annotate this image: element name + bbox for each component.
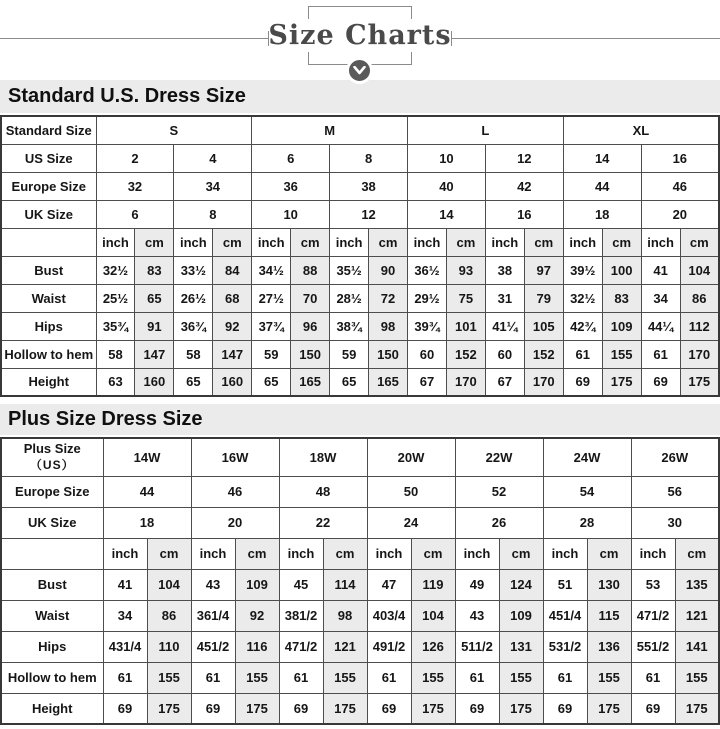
measure-inch-cell: 60 [485, 340, 524, 368]
measure-cm-cell: 92 [213, 312, 252, 340]
measure-inch-cell: 69 [191, 693, 235, 724]
size-value-cell: 6 [96, 200, 174, 228]
measure-inch-cell: 69 [543, 693, 587, 724]
measure-cm-cell: 68 [213, 284, 252, 312]
measure-cm-cell: 98 [369, 312, 408, 340]
size-value-cell: 18 [563, 200, 641, 228]
size-value-cell: 12 [330, 200, 408, 228]
measure-inch-cell: 34½ [252, 256, 291, 284]
measure-inch-cell: 41¼ [485, 312, 524, 340]
measure-inch-cell: 36½ [408, 256, 447, 284]
unit-inch-cell: inch [367, 538, 411, 569]
measure-cm-cell: 124 [499, 569, 543, 600]
size-value-cell: S [96, 116, 252, 144]
unit-cm-cell: cm [291, 228, 330, 256]
size-header-row [1, 172, 719, 200]
row-label-cell: Hollow to hem [1, 340, 96, 368]
measure-inch-cell: 471/2 [631, 600, 675, 631]
measure-inch-cell: 61 [367, 662, 411, 693]
unit-cm-cell: cm [587, 538, 631, 569]
measure-cm-cell: 121 [675, 600, 719, 631]
measure-cm-cell: 175 [323, 693, 367, 724]
units-row [1, 538, 719, 569]
measure-row [1, 662, 719, 693]
measure-inch-cell: 69 [563, 368, 602, 396]
measure-inch-cell: 451/4 [543, 600, 587, 631]
size-value-cell: 56 [631, 476, 719, 507]
measure-inch-cell: 39¾ [408, 312, 447, 340]
measure-inch-cell: 69 [631, 693, 675, 724]
measure-inch-cell: 61 [103, 662, 147, 693]
measure-cm-cell: 114 [323, 569, 367, 600]
row-label-cell: Europe Size [1, 172, 96, 200]
size-value-cell: 44 [563, 172, 641, 200]
size-value-cell: 46 [641, 172, 719, 200]
measure-cm-cell: 160 [213, 368, 252, 396]
unit-inch-cell: inch [252, 228, 291, 256]
size-value-cell: 12 [485, 144, 563, 172]
size-value-cell: L [408, 116, 564, 144]
size-value-cell: M [252, 116, 408, 144]
row-label-cell: Bust [1, 256, 96, 284]
measure-cm-cell: 150 [369, 340, 408, 368]
row-label-cell: Waist [1, 284, 96, 312]
unit-inch-cell: inch [191, 538, 235, 569]
measure-inch-cell: 39½ [563, 256, 602, 284]
measure-inch-cell: 49 [455, 569, 499, 600]
measure-row [1, 284, 719, 312]
measure-cm-cell: 170 [680, 340, 719, 368]
measure-inch-cell: 58 [96, 340, 135, 368]
measure-cm-cell: 150 [291, 340, 330, 368]
measure-inch-cell: 38 [485, 256, 524, 284]
measure-inch-cell: 491/2 [367, 631, 411, 662]
size-value-cell: 10 [408, 144, 486, 172]
measure-cm-cell: 121 [323, 631, 367, 662]
measure-cm-cell: 84 [213, 256, 252, 284]
measure-inch-cell: 45 [279, 569, 323, 600]
measure-cm-cell: 170 [524, 368, 563, 396]
row-label-cell: Europe Size [1, 476, 103, 507]
size-value-cell: 38 [330, 172, 408, 200]
unit-cm-cell: cm [446, 228, 485, 256]
measure-cm-cell: 86 [147, 600, 191, 631]
unit-cm-cell: cm [499, 538, 543, 569]
measure-cm-cell: 97 [524, 256, 563, 284]
measure-cm-cell: 136 [587, 631, 631, 662]
size-value-cell: 32 [96, 172, 174, 200]
measure-inch-cell: 32½ [563, 284, 602, 312]
measure-inch-cell: 69 [279, 693, 323, 724]
measure-cm-cell: 100 [602, 256, 641, 284]
measure-cm-cell: 155 [323, 662, 367, 693]
measure-inch-cell: 36¾ [174, 312, 213, 340]
size-header-row [1, 507, 719, 538]
size-value-cell: 14 [408, 200, 486, 228]
measure-row [1, 368, 719, 396]
measure-cm-cell: 175 [587, 693, 631, 724]
size-value-cell: 24 [367, 507, 455, 538]
unit-cm-cell: cm [369, 228, 408, 256]
unit-cm-cell: cm [213, 228, 252, 256]
measure-cm-cell: 75 [446, 284, 485, 312]
measure-cm-cell: 79 [524, 284, 563, 312]
measure-inch-cell: 471/2 [279, 631, 323, 662]
measure-inch-cell: 69 [367, 693, 411, 724]
measure-cm-cell: 110 [147, 631, 191, 662]
measure-inch-cell: 41 [103, 569, 147, 600]
size-value-cell: 20W [367, 438, 455, 476]
unit-inch-cell: inch [641, 228, 680, 256]
measure-inch-cell: 29½ [408, 284, 447, 312]
measure-inch-cell: 33½ [174, 256, 213, 284]
measure-row [1, 600, 719, 631]
size-value-cell: 2 [96, 144, 174, 172]
chevron-down-icon [346, 57, 373, 84]
size-value-cell: 8 [174, 200, 252, 228]
measure-inch-cell: 32½ [96, 256, 135, 284]
measure-cm-cell: 93 [446, 256, 485, 284]
measure-cm-cell: 105 [524, 312, 563, 340]
measure-inch-cell: 38¾ [330, 312, 369, 340]
measure-cm-cell: 104 [411, 600, 455, 631]
measure-inch-cell: 361/4 [191, 600, 235, 631]
standard-size-table [0, 115, 720, 397]
unit-inch-cell: inch [563, 228, 602, 256]
measure-inch-cell: 69 [455, 693, 499, 724]
measure-inch-cell: 61 [641, 340, 680, 368]
measure-cm-cell: 175 [675, 693, 719, 724]
measure-cm-cell: 104 [147, 569, 191, 600]
measure-row [1, 631, 719, 662]
measure-inch-cell: 65 [330, 368, 369, 396]
size-header-row [1, 476, 719, 507]
measure-inch-cell: 42¾ [563, 312, 602, 340]
measure-cm-cell: 70 [291, 284, 330, 312]
measure-inch-cell: 27½ [252, 284, 291, 312]
row-label-cell [1, 228, 96, 256]
size-charts-title: Size Charts [268, 20, 452, 51]
measure-cm-cell: 130 [587, 569, 631, 600]
measure-cm-cell: 109 [235, 569, 279, 600]
size-value-cell: 6 [252, 144, 330, 172]
plus-size-table [0, 437, 720, 725]
measure-cm-cell: 147 [213, 340, 252, 368]
unit-inch-cell: inch [408, 228, 447, 256]
measure-cm-cell: 96 [291, 312, 330, 340]
measure-cm-cell: 175 [411, 693, 455, 724]
unit-inch-cell: inch [103, 538, 147, 569]
row-label-cell: UK Size [1, 507, 103, 538]
measure-inch-cell: 69 [641, 368, 680, 396]
size-value-cell: 44 [103, 476, 191, 507]
measure-inch-cell: 31 [485, 284, 524, 312]
row-label-cell: Waist [1, 600, 103, 631]
unit-inch-cell: inch [485, 228, 524, 256]
measure-inch-cell: 44¼ [641, 312, 680, 340]
measure-inch-cell: 26½ [174, 284, 213, 312]
measure-cm-cell: 109 [499, 600, 543, 631]
measure-cm-cell: 131 [499, 631, 543, 662]
measure-inch-cell: 25½ [96, 284, 135, 312]
size-value-cell: 36 [252, 172, 330, 200]
measure-cm-cell: 104 [680, 256, 719, 284]
measure-inch-cell: 451/2 [191, 631, 235, 662]
measure-cm-cell: 86 [680, 284, 719, 312]
unit-inch-cell: inch [543, 538, 587, 569]
measure-inch-cell: 403/4 [367, 600, 411, 631]
standard-section-title: Standard U.S. Dress Size [0, 80, 720, 113]
measure-inch-cell: 65 [252, 368, 291, 396]
measure-inch-cell: 531/2 [543, 631, 587, 662]
size-value-cell: 28 [543, 507, 631, 538]
size-value-cell: 20 [191, 507, 279, 538]
size-value-cell: 16W [191, 438, 279, 476]
unit-cm-cell: cm [235, 538, 279, 569]
row-label-line1: Plus Size [23, 441, 81, 457]
measure-inch-cell: 53 [631, 569, 675, 600]
measure-cm-cell: 165 [369, 368, 408, 396]
row-label-cell: Height [1, 693, 103, 724]
row-label-cell: Height [1, 368, 96, 396]
row-label-cell: US Size [1, 144, 96, 172]
unit-inch-cell: inch [174, 228, 213, 256]
measure-cm-cell: 175 [147, 693, 191, 724]
row-label-cell: Hips [1, 631, 103, 662]
measure-inch-cell: 37¾ [252, 312, 291, 340]
size-header-row [1, 116, 719, 144]
plus-section-title: Plus Size Dress Size [0, 404, 720, 435]
size-value-cell: 26 [455, 507, 543, 538]
size-value-cell: 14 [563, 144, 641, 172]
measure-cm-cell: 152 [524, 340, 563, 368]
measure-cm-cell: 90 [369, 256, 408, 284]
measure-cm-cell: 175 [680, 368, 719, 396]
size-header-row [1, 200, 719, 228]
unit-cm-cell: cm [524, 228, 563, 256]
size-value-cell: 48 [279, 476, 367, 507]
size-value-cell: 52 [455, 476, 543, 507]
measure-inch-cell: 61 [191, 662, 235, 693]
size-value-cell: 16 [485, 200, 563, 228]
unit-inch-cell: inch [330, 228, 369, 256]
measure-cm-cell: 155 [235, 662, 279, 693]
measure-row [1, 340, 719, 368]
measure-cm-cell: 152 [446, 340, 485, 368]
measure-inch-cell: 51 [543, 569, 587, 600]
row-label-cell: Bust [1, 569, 103, 600]
measure-cm-cell: 155 [602, 340, 641, 368]
size-value-cell: 22 [279, 507, 367, 538]
row-label-cell [1, 438, 103, 476]
size-value-cell: 40 [408, 172, 486, 200]
measure-inch-cell: 34 [641, 284, 680, 312]
size-value-cell: 10 [252, 200, 330, 228]
size-value-cell: 16 [641, 144, 719, 172]
measure-inch-cell: 28½ [330, 284, 369, 312]
measure-inch-cell: 67 [485, 368, 524, 396]
measure-inch-cell: 431/4 [103, 631, 147, 662]
size-value-cell: XL [563, 116, 719, 144]
measure-inch-cell: 47 [367, 569, 411, 600]
size-value-cell: 34 [174, 172, 252, 200]
measure-inch-cell: 65 [174, 368, 213, 396]
size-header-row [1, 438, 719, 476]
unit-cm-cell: cm [323, 538, 367, 569]
measure-cm-cell: 175 [235, 693, 279, 724]
size-value-cell: 14W [103, 438, 191, 476]
measure-cm-cell: 83 [602, 284, 641, 312]
unit-cm-cell: cm [680, 228, 719, 256]
measure-inch-cell: 59 [252, 340, 291, 368]
measure-cm-cell: 141 [675, 631, 719, 662]
measure-cm-cell: 160 [135, 368, 174, 396]
size-value-cell: 46 [191, 476, 279, 507]
measure-inch-cell: 35¾ [96, 312, 135, 340]
measure-inch-cell: 61 [455, 662, 499, 693]
measure-cm-cell: 155 [147, 662, 191, 693]
size-value-cell: 20 [641, 200, 719, 228]
measure-inch-cell: 551/2 [631, 631, 675, 662]
measure-inch-cell: 61 [631, 662, 675, 693]
size-value-cell: 22W [455, 438, 543, 476]
measure-cm-cell: 65 [135, 284, 174, 312]
size-value-cell: 26W [631, 438, 719, 476]
measure-cm-cell: 72 [369, 284, 408, 312]
measure-inch-cell: 69 [103, 693, 147, 724]
measure-inch-cell: 60 [408, 340, 447, 368]
size-value-cell: 8 [330, 144, 408, 172]
measure-cm-cell: 135 [675, 569, 719, 600]
size-value-cell: 42 [485, 172, 563, 200]
unit-cm-cell: cm [147, 538, 191, 569]
measure-inch-cell: 43 [455, 600, 499, 631]
measure-cm-cell: 119 [411, 569, 455, 600]
units-row [1, 228, 719, 256]
measure-cm-cell: 126 [411, 631, 455, 662]
unit-cm-cell: cm [675, 538, 719, 569]
measure-inch-cell: 67 [408, 368, 447, 396]
measure-cm-cell: 175 [499, 693, 543, 724]
measure-cm-cell: 155 [587, 662, 631, 693]
bracket-top [308, 6, 412, 19]
measure-cm-cell: 175 [602, 368, 641, 396]
row-label-cell: Hips [1, 312, 96, 340]
size-value-cell: 4 [174, 144, 252, 172]
measure-inch-cell: 61 [279, 662, 323, 693]
row-label-cell: Hollow to hem [1, 662, 103, 693]
measure-row [1, 569, 719, 600]
measure-cm-cell: 98 [323, 600, 367, 631]
measure-cm-cell: 83 [135, 256, 174, 284]
measure-inch-cell: 41 [641, 256, 680, 284]
measure-inch-cell: 381/2 [279, 600, 323, 631]
size-value-cell: 30 [631, 507, 719, 538]
row-label-cell: Standard Size [1, 116, 96, 144]
measure-inch-cell: 61 [543, 662, 587, 693]
size-value-cell: 18W [279, 438, 367, 476]
measure-inch-cell: 43 [191, 569, 235, 600]
unit-inch-cell: inch [631, 538, 675, 569]
measure-cm-cell: 101 [446, 312, 485, 340]
measure-cm-cell: 112 [680, 312, 719, 340]
measure-cm-cell: 109 [602, 312, 641, 340]
measure-inch-cell: 34 [103, 600, 147, 631]
size-value-cell: 50 [367, 476, 455, 507]
size-charts-header [0, 0, 720, 80]
measure-cm-cell: 170 [446, 368, 485, 396]
measure-cm-cell: 116 [235, 631, 279, 662]
measure-cm-cell: 92 [235, 600, 279, 631]
measure-inch-cell: 63 [96, 368, 135, 396]
unit-inch-cell: inch [279, 538, 323, 569]
unit-inch-cell: inch [455, 538, 499, 569]
measure-row [1, 693, 719, 724]
measure-row [1, 312, 719, 340]
measure-cm-cell: 147 [135, 340, 174, 368]
measure-inch-cell: 58 [174, 340, 213, 368]
measure-cm-cell: 91 [135, 312, 174, 340]
row-label-line2: （US） [29, 458, 75, 473]
measure-cm-cell: 165 [291, 368, 330, 396]
unit-cm-cell: cm [411, 538, 455, 569]
measure-inch-cell: 59 [330, 340, 369, 368]
size-value-cell: 18 [103, 507, 191, 538]
measure-inch-cell: 511/2 [455, 631, 499, 662]
measure-cm-cell: 115 [587, 600, 631, 631]
size-value-cell: 54 [543, 476, 631, 507]
size-header-row [1, 144, 719, 172]
measure-cm-cell: 155 [411, 662, 455, 693]
unit-cm-cell: cm [135, 228, 174, 256]
measure-cm-cell: 155 [675, 662, 719, 693]
measure-row [1, 256, 719, 284]
row-label-cell [1, 538, 103, 569]
measure-cm-cell: 155 [499, 662, 543, 693]
measure-cm-cell: 88 [291, 256, 330, 284]
measure-inch-cell: 61 [563, 340, 602, 368]
unit-cm-cell: cm [602, 228, 641, 256]
row-label-cell: UK Size [1, 200, 96, 228]
size-value-cell: 24W [543, 438, 631, 476]
measure-inch-cell: 35½ [330, 256, 369, 284]
unit-inch-cell: inch [96, 228, 135, 256]
